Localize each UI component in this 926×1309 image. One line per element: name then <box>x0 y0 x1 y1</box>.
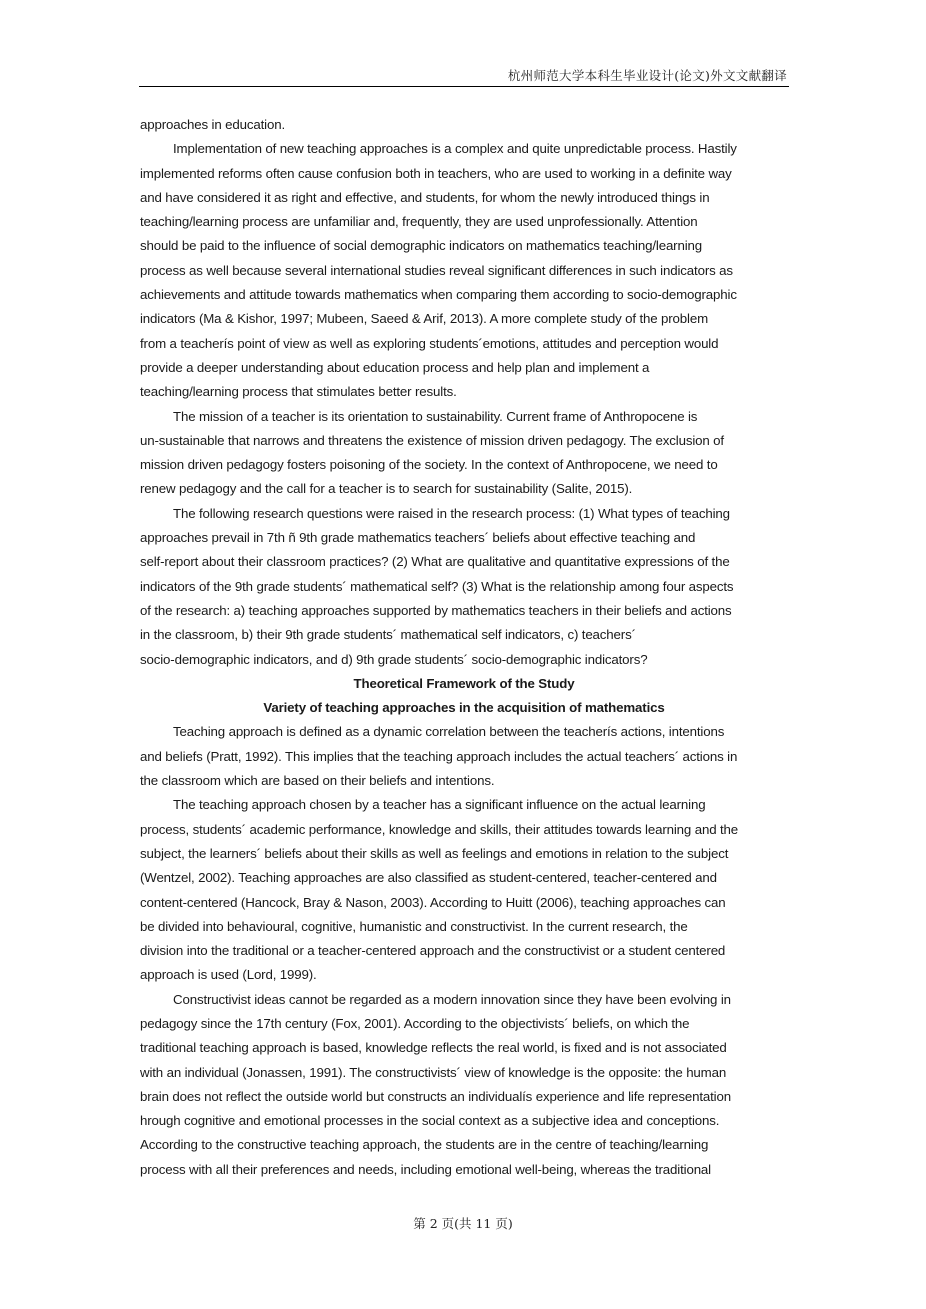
text-line: implemented reforms often cause confusion both in teachers, who are used to working in a definite way <box>140 165 732 181</box>
text-line: be divided into behavioural, cognitive, humanistic and constructivist. In the current research, the <box>140 918 688 934</box>
text-line: approaches prevail in 7th ñ 9th grade mathematics teachers´ beliefs about effective teaching and <box>140 530 696 546</box>
document-body <box>140 113 788 1182</box>
text-line: approach is used (Lord, 1999). <box>140 967 317 983</box>
text-line: from a teacherís point of view as well as exploring students´emotions, attitudes and perception would <box>140 335 719 351</box>
text-line: with an individual (Jonassen, 1991). The constructivists´ view of knowledge is the opposite: the human <box>140 1064 727 1080</box>
page-number: 第 2 页(共 11 页) <box>413 1216 513 1231</box>
header-title: 杭州师范大学本科生毕业设计(论文)外文文献翻译 <box>507 68 787 83</box>
text-line: achievements and attitude towards mathematics when comparing them according to socio-demographic <box>140 287 737 303</box>
text-line: approaches in education. <box>140 117 285 132</box>
page-header <box>139 64 789 87</box>
text-line: process, students´ academic performance, knowledge and skills, their attitudes towards learning and the <box>140 821 739 837</box>
section-heading: Theoretical Framework of the Study <box>353 675 575 691</box>
text-line: (Wentzel, 2002). Teaching approaches are also classified as student-centered, teacher-centered and <box>140 870 717 886</box>
text-line: indicators of the 9th grade students´ mathematical self? (3) What is the relationship among four aspects <box>140 578 734 594</box>
subsection-heading: Variety of teaching approaches in the acquisition of mathematics <box>263 700 665 716</box>
text-line: teaching/learning process that stimulates better results. <box>140 384 457 400</box>
text-line: Constructivist ideas cannot be regarded as a modern innovation since they have been evolving in <box>173 991 731 1007</box>
text-line: indicators (Ma & Kishor, 1997; Mubeen, Saeed & Arif, 2013). A more complete study of the problem <box>140 311 709 327</box>
text-line: pedagogy since the 17th century (Fox, 2001). According to the objectivists´ beliefs, on which the <box>140 1015 690 1031</box>
text-line: self-report about their classroom practices? (2) What are qualitative and quantitative expressions of the <box>140 554 730 570</box>
text-line: division into the traditional or a teacher-centered approach and the constructivist or a student centered <box>140 943 726 959</box>
text-line: The mission of a teacher is its orientation to sustainability. Current frame of Anthropocene is <box>173 408 698 424</box>
text-line: provide a deeper understanding about education process and help plan and implement a <box>140 359 650 375</box>
text-line: un-sustainable that narrows and threatens the existence of mission driven pedagogy. The exclusion of <box>140 432 724 448</box>
text-line: in the classroom, b) their 9th grade students´ mathematical self indicators, c) teachers´ <box>140 627 636 643</box>
text-line: Implementation of new teaching approaches is a complex and quite unpredictable process. Hastily <box>173 141 737 157</box>
text-line: of the research: a) teaching approaches supported by mathematics teachers in their beliefs and actions <box>140 602 732 618</box>
text-line: socio-demographic indicators, and d) 9th grade students´ socio-demographic indicators? <box>140 651 648 667</box>
text-line: should be paid to the influence of social demographic indicators on mathematics teaching/learning <box>140 238 703 254</box>
text-line: The following research questions were raised in the research process: (1) What types of teaching <box>173 505 730 521</box>
text-line: content-centered (Hancock, Bray & Nason, 2003). According to Huitt (2006), teaching approaches can <box>140 894 726 910</box>
text-line: process with all their preferences and needs, including emotional well-being, whereas the traditional <box>140 1161 711 1177</box>
text-line: traditional teaching approach is based, knowledge reflects the real world, is fixed and is not associated <box>140 1040 727 1056</box>
text-line: the classroom which are based on their beliefs and intentions. <box>140 773 495 789</box>
text-line: The teaching approach chosen by a teacher has a significant influence on the actual learning <box>173 797 706 813</box>
text-line: process as well because several international studies reveal significant differences in such indicators as <box>140 262 733 278</box>
text-line: mission driven pedagogy fosters poisoning of the society. In the context of Anthropocene, we need to <box>140 457 718 473</box>
text-line: subject, the learners´ beliefs about their skills as well as feelings and emotions in relation to the subject <box>140 845 729 861</box>
text-line: Teaching approach is defined as a dynamic correlation between the teacherís actions, intentions <box>173 724 725 740</box>
text-line: and beliefs (Pratt, 1992). This implies that the teaching approach includes the actual teachers´ actions in <box>140 748 738 764</box>
text-line: renew pedagogy and the call for a teacher is to search for sustainability (Salite, 2015). <box>140 481 633 497</box>
text-line: and have considered it as right and effective, and students, for whom the newly introduced things in <box>140 189 710 205</box>
text-line: teaching/learning process are unfamiliar and, frequently, they are used unprofessionally. Attention <box>140 214 698 230</box>
text-line: According to the constructive teaching approach, the students are in the centre of teaching/learning <box>140 1137 709 1153</box>
text-line: hrough cognitive and emotional processes in the social context as a subjective idea and conceptions. <box>140 1113 720 1129</box>
text-line: brain does not reflect the outside world but constructs an individualís experience and life representation <box>140 1088 731 1104</box>
